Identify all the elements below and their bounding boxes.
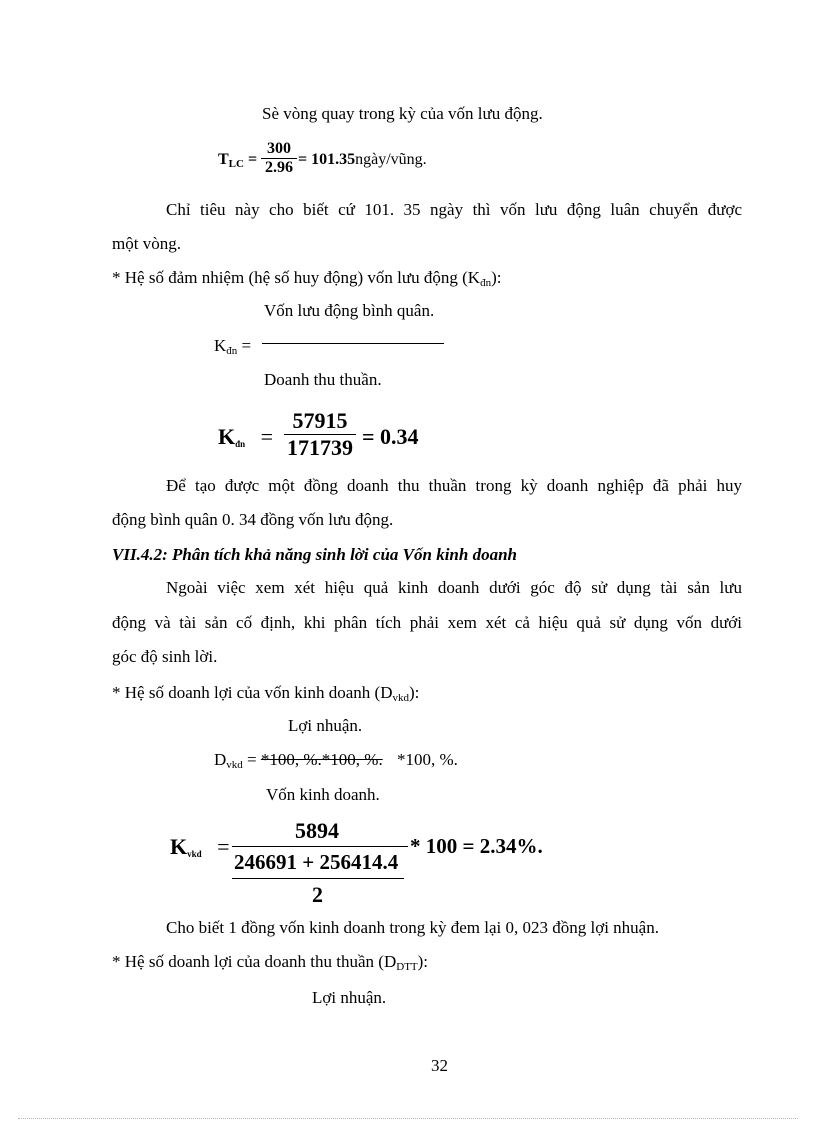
formula-symbol: K: [214, 336, 227, 355]
fraction-numerator: 5894: [295, 818, 339, 843]
item-end: ):: [491, 268, 502, 287]
item-subscript: DTT: [396, 961, 418, 973]
section-item: [112, 268, 501, 289]
formula-numerator-text: Vốn lưu động bình quân.: [264, 301, 435, 320]
page-border-line: [18, 1118, 798, 1119]
formula-equals: =: [241, 336, 252, 355]
formula-kdn-lhs-big: [218, 424, 273, 450]
paragraph-line: động bình quân 0. 34 đồng vốn lưu động.: [112, 510, 394, 529]
formula-unit: ngày/vũng.: [355, 151, 427, 168]
formula-tlc-rhs: [298, 151, 427, 169]
formula-symbol: T: [218, 151, 229, 168]
paragraph-line: Ngoài việc xem xét hiệu quả kinh doanh dưới góc độ sử dụng tài sản lưu: [166, 578, 742, 597]
paragraph-line: góc độ sinh lời.: [112, 647, 218, 666]
formula-denominator-text: Doanh thu thuần.: [264, 370, 382, 389]
item-text: * Hệ số doanh lợi của vốn kinh doanh (D: [112, 683, 393, 702]
formula-equals: =: [217, 834, 230, 859]
paragraph-line: Cho biết 1 đồng vốn kinh doanh trong kỳ đem lại 0, 023 đồng lợi nhuận.: [166, 918, 659, 937]
formula-subscript: đn: [235, 439, 246, 449]
formula-tail: *100, %.: [396, 750, 458, 769]
struck-text: *100, %.*100, %.: [260, 750, 383, 769]
paragraph-line: một vòng.: [112, 234, 181, 253]
item-text: * Hệ số doanh lợi của doanh thu thuần (D: [112, 952, 397, 971]
fraction-bar: [232, 846, 408, 847]
fraction-numerator: 57915: [292, 408, 348, 433]
paragraph-line: Chỉ tiêu này cho biết cứ 101. 35 ngày thì vốn lưu động luân chuyển được: [166, 200, 742, 219]
formula-symbol: K: [170, 834, 188, 859]
formula-numerator-text: Lợi nhuận.: [288, 716, 363, 735]
formula-result: = 0.34: [362, 424, 419, 449]
formula-subscript: đn: [226, 345, 238, 357]
fraction-bar: [262, 343, 444, 344]
formula-subscript: LC: [228, 158, 244, 170]
fraction-inner-denominator: 2: [312, 882, 323, 907]
section-item: [112, 683, 419, 704]
formula-symbol: D: [214, 750, 227, 769]
formula-equals: =: [260, 424, 274, 449]
formula-numerator-text: Lợi nhuận.: [312, 988, 387, 1007]
formula-equals: =: [247, 750, 257, 769]
text-line: Sè vòng quay trong kỳ của vốn lưu động.: [262, 104, 543, 123]
fraction-inner-numerator: 246691 + 256414.4: [234, 850, 399, 874]
formula-kvkd-lhs: [170, 834, 230, 860]
formula-subscript: vkd: [187, 849, 202, 859]
fraction-denominator: 2.96: [265, 159, 293, 176]
formula-symbol: K: [218, 424, 236, 449]
item-subscript: đn: [480, 277, 492, 289]
fraction-denominator: 171739: [287, 435, 353, 460]
fraction-numerator: 300: [267, 140, 291, 157]
item-text: * Hệ số đảm nhiệm (hệ số huy động) vốn lưu động (K: [112, 268, 481, 287]
item-subscript: vkd: [392, 692, 409, 704]
item-end: ):: [417, 952, 429, 971]
fraction-inner-bar: [232, 878, 404, 879]
section-heading: VII.4.2: Phân tích khả năng sinh lời của Vốn kinh doanh: [112, 545, 517, 564]
formula-tlc-fraction: [261, 140, 297, 177]
formula-dvkd-line: [214, 750, 458, 771]
formula-denominator-text: Vốn kinh doanh.: [266, 785, 380, 804]
formula-equals: =: [247, 151, 258, 168]
formula-result: * 100 = 2.34%.: [410, 834, 543, 858]
item-end: ):: [408, 683, 420, 702]
paragraph-line: Để tạo được một đồng doanh thu thuần trong kỳ doanh nghiệp đã phải huy: [166, 476, 742, 495]
page-number: 32: [431, 1056, 448, 1075]
formula-tlc-lhs: [218, 151, 257, 170]
formula-kdn-fraction: [284, 408, 356, 461]
formula-subscript: vkd: [226, 759, 243, 771]
formula-result: = 101.35: [298, 151, 356, 168]
formula-kdn-lhs: [214, 336, 251, 357]
paragraph-line: động và tài sản cố định, khi phân tích phải xem xét cả hiệu quả sử dụng vốn dưới: [112, 613, 742, 632]
section-item: [112, 952, 428, 973]
